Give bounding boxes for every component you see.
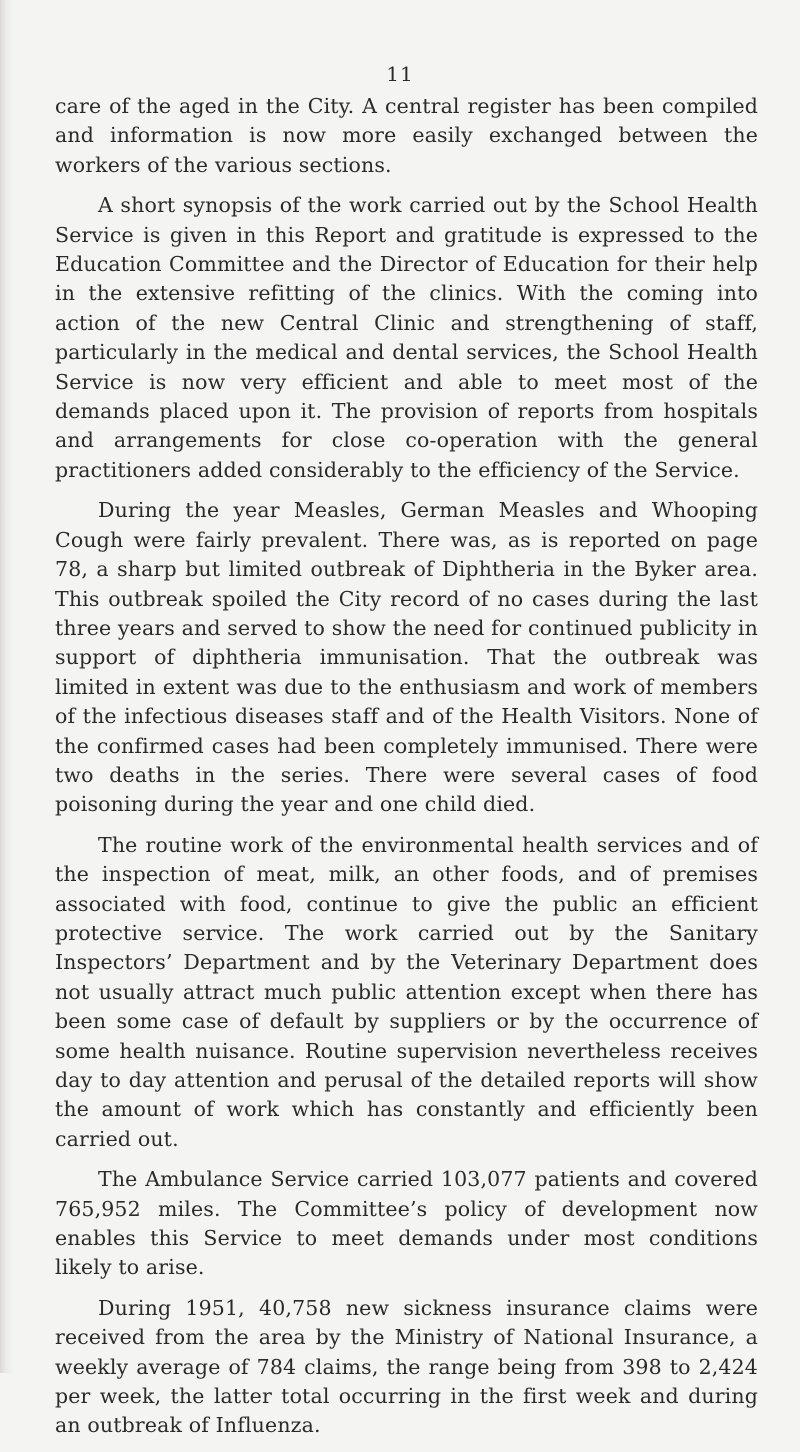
page-number: 11: [386, 62, 414, 86]
paragraph-sickness-claims: During 1951, 40,758 new sickness insurance claims were received from the area by the Ministry of National Insurance, a weekly average of 784 claims, the range being from 398 to 2,424 per week, the latter total occurring in the first week and during an outbreak of Influenza.: [55, 1295, 758, 1438]
paragraph-environmental-health: The routine work of the environmental health services and of the inspection of meat, milk, an other foods, and of premises associated with food, continue to give the public an efficient protective service. The work carried out by the Sanitary Inspectors’ Department and by the Veterinary Department does not usually attract much public attention except when there has been some case of default by suppliers or by the occurrence of some health nuisance. Routine supervision nevertheless receives day to day attention and perusal of the detailed reports will show the amount of work which has constantly and efficiently been carried out.: [55, 832, 758, 1151]
paragraph-ambulance-service: The Ambulance Service carried 103,077 patients and covered 765,952 miles. The Committee’s policy of development now enables this Service to meet demands under most conditions likely to arise.: [55, 1167, 758, 1280]
paragraph-school-health: A short synopsis of the work carried out by the School Health Service is given in this Report and gratitude is expressed to the Education Committee and the Director of Education for their help in the extensive refitting of the clinics. With the coming into action of the new Central Clinic and strengthening of staff, particularly in the medical and dental services, the School Health Service is now very efficient and able to meet most of the demands placed upon it. The provision of reports from hospitals and arrangements for close co-operation with the general practitioners added considerably to the efficiency of the Service.: [55, 193, 758, 482]
paragraph-aged-care: care of the aged in the City. A central register has been compiled and information is now more easily exchanged between the workers of the various sections.: [55, 94, 758, 177]
body-text: [55, 92, 758, 1452]
paragraph-infectious-diseases: During the year Measles, German Measles and Whooping Cough were fairly prevalent. There was, as is reported on page 78, a sharp but limited outbreak of Diphtheria in the Byker area. This outbreak spoiled the City record of no cases during the last three years and served to show the need for continued publicity in support of diphtheria immunisation. That the outbreak was limited in extent was due to the enthusiasm and work of members of the infectious diseases staff and of the Health Visitors. None of the confirmed cases had been completely immunised. There were two deaths in the series. There were several cases of food poisoning during the year and one child died.: [55, 498, 758, 817]
page-binding-edge: [0, 0, 14, 1373]
